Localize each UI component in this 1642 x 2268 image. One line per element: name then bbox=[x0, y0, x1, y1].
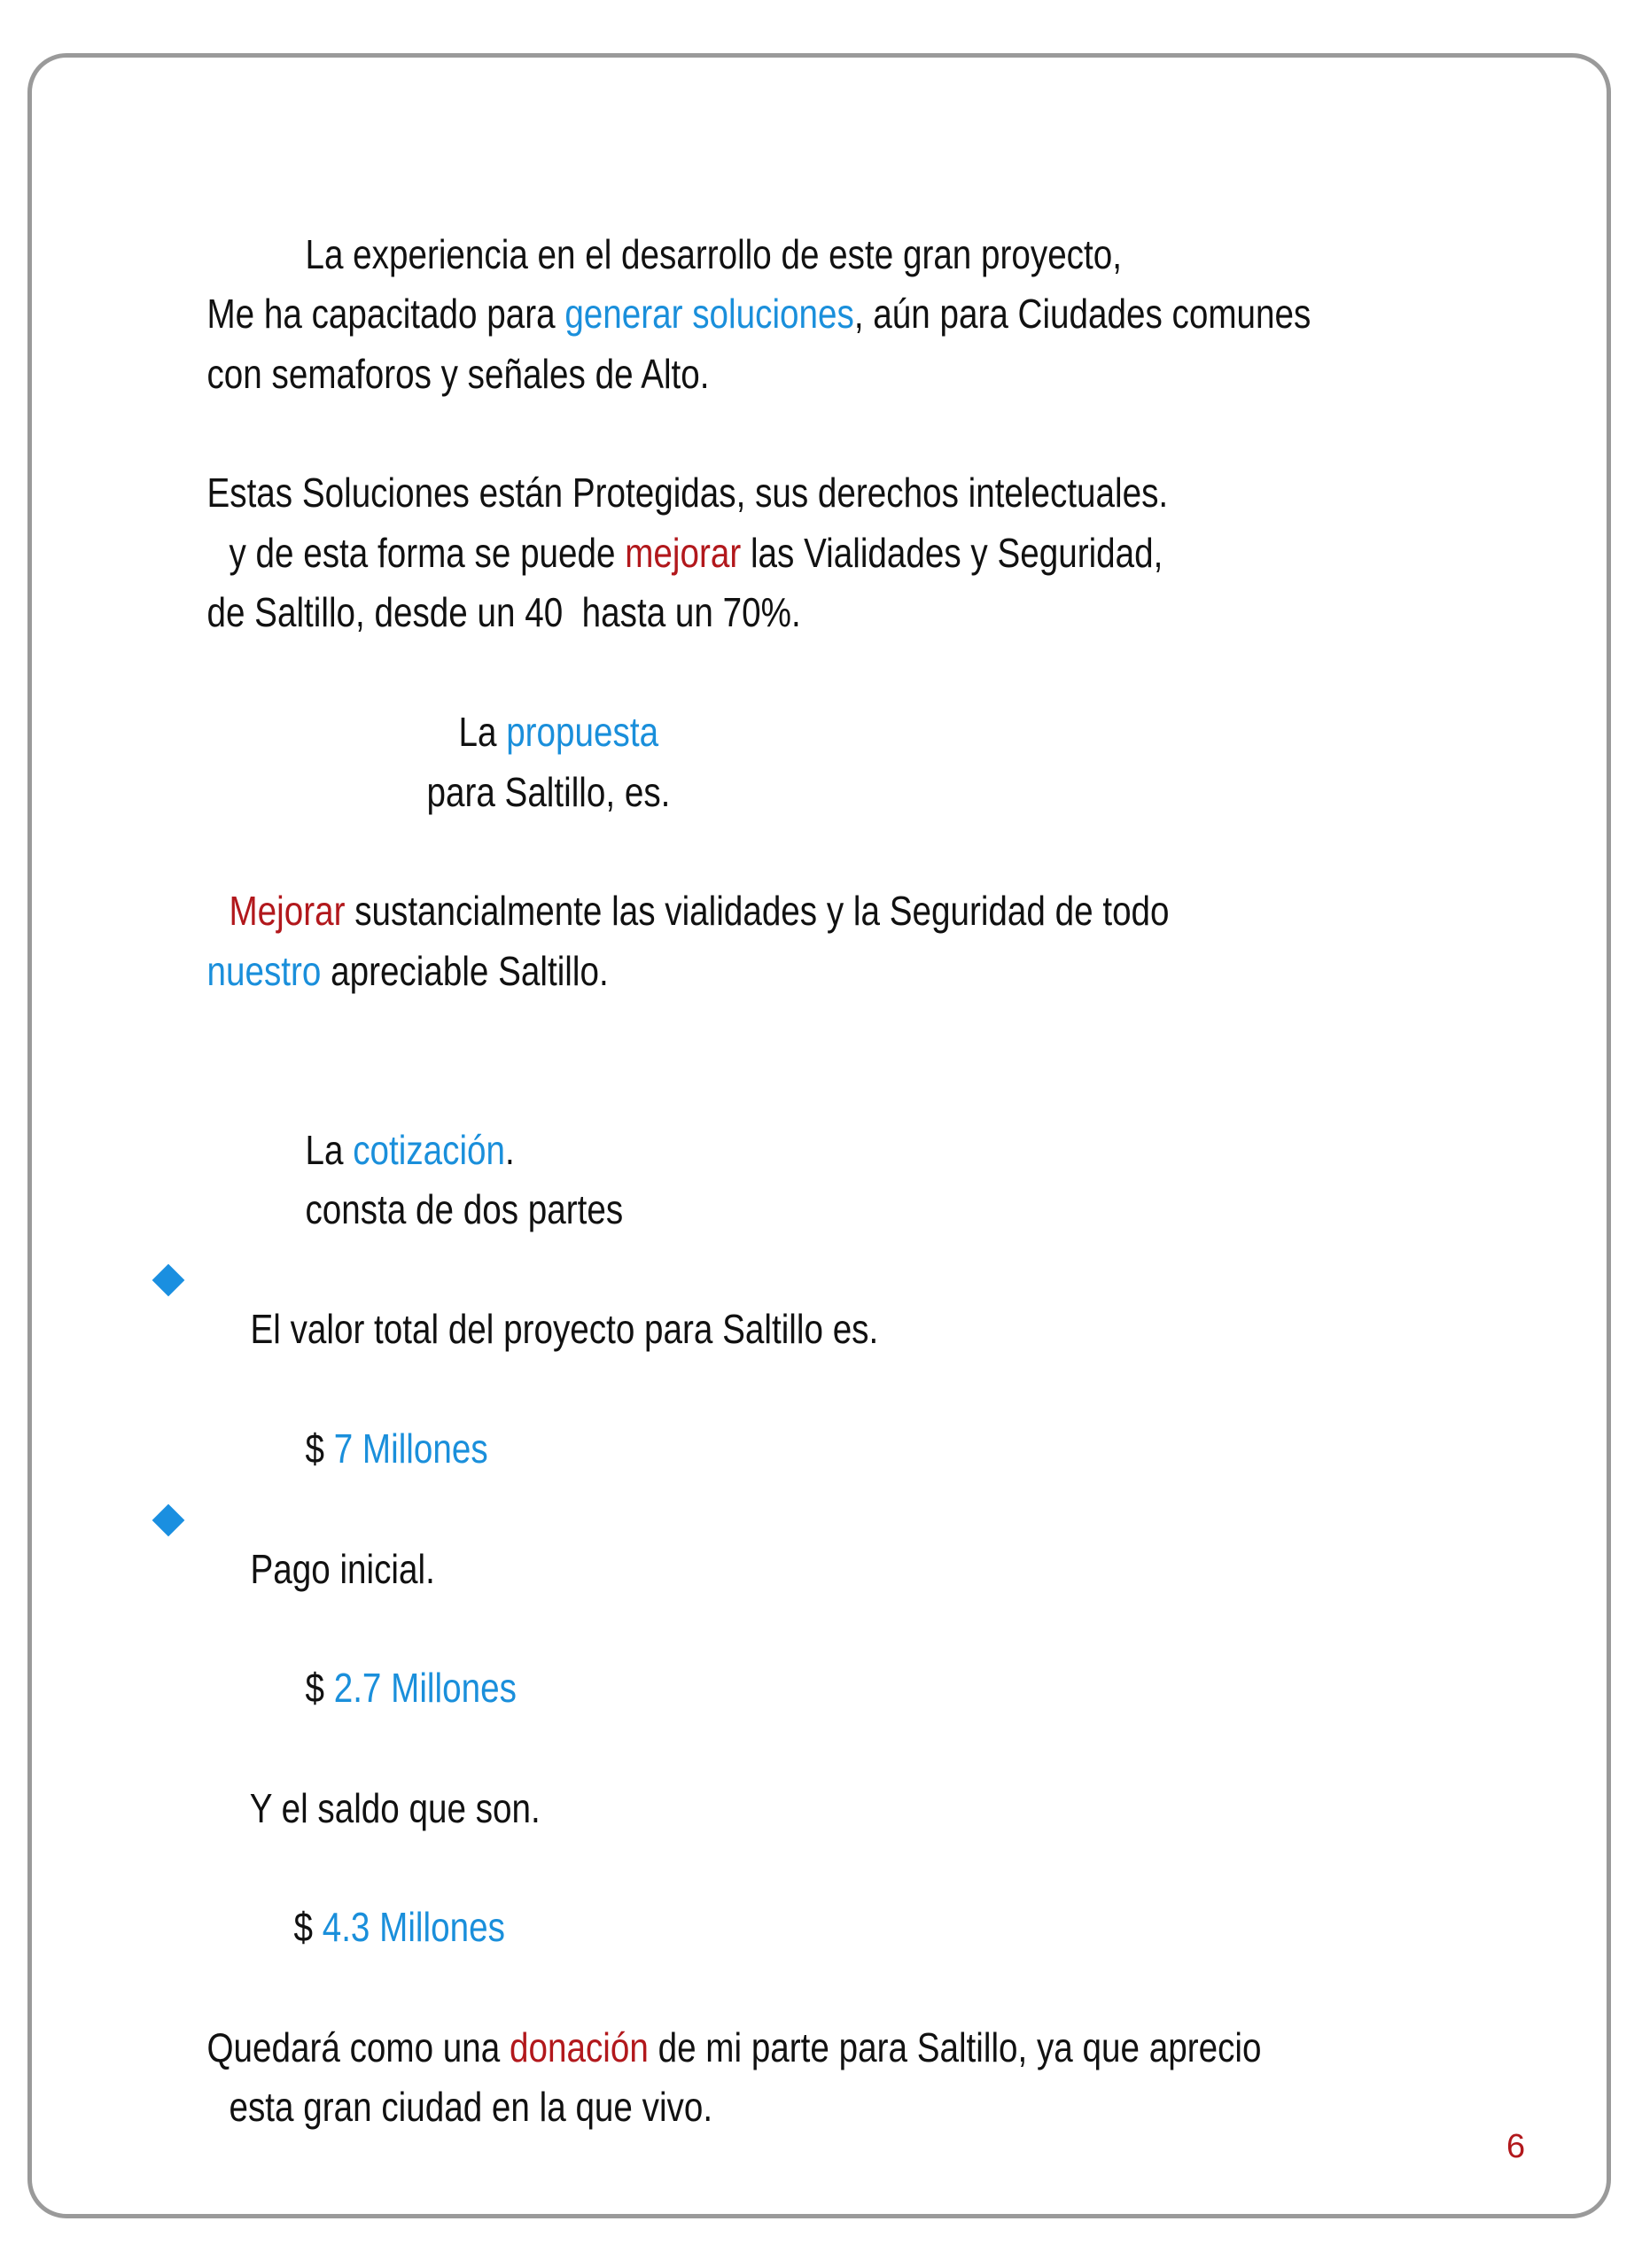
highlight-propuesta: propuesta bbox=[506, 709, 659, 755]
text: consta de dos partes bbox=[305, 1186, 624, 1232]
text: de mi parte para Saltillo, ya que aprecio bbox=[648, 2024, 1262, 2070]
paragraph-1-line-3 bbox=[188, 299, 710, 399]
text: La experiencia en el desarrollo de este gran proyecto, bbox=[305, 231, 1122, 277]
paragraph-5-line-2 bbox=[286, 1135, 623, 1234]
highlight-cotizacion: cotización bbox=[353, 1127, 506, 1173]
text: Me ha capacitado para bbox=[206, 291, 565, 337]
amount-value: 2.7 Millones bbox=[333, 1665, 517, 1711]
text: Estas Soluciones están Protegidas, sus derechos intelectuales. bbox=[206, 470, 1169, 516]
currency-symbol: $ bbox=[305, 1425, 334, 1472]
text: y de esta forma se puede bbox=[229, 530, 626, 576]
text: Pago inicial. bbox=[250, 1546, 435, 1592]
amount-value: 4.3 Millones bbox=[322, 1904, 505, 1950]
highlight-mejorar-2: Mejorar bbox=[229, 888, 346, 934]
text: de Saltillo, desde un 40 hasta un 70%. bbox=[206, 589, 801, 635]
text: esta gran ciudad en la que vivo. bbox=[229, 2084, 713, 2130]
paragraph-2-line-3 bbox=[188, 538, 801, 637]
text: las Vialidades y Seguridad, bbox=[741, 530, 1163, 576]
text: El valor total del proyecto para Saltillo es. bbox=[250, 1306, 879, 1352]
currency-symbol: $ bbox=[305, 1665, 334, 1711]
paragraph-3-line-2 bbox=[408, 718, 670, 817]
highlight-mejorar: mejorar bbox=[625, 530, 742, 576]
text: para Saltillo, es. bbox=[426, 769, 671, 815]
paragraph-4-line-2 bbox=[188, 897, 609, 996]
text: , aún para Ciudades comunes bbox=[853, 291, 1311, 337]
bullet-1-amount bbox=[286, 1374, 488, 1473]
bullet-2-amount bbox=[286, 1613, 517, 1713]
page-number: 6 bbox=[1506, 2128, 1526, 2165]
highlight-nuestro: nuestro bbox=[206, 948, 322, 994]
amount-value: 7 Millones bbox=[333, 1425, 488, 1472]
bullet-1-text bbox=[231, 1254, 878, 1354]
text: La bbox=[458, 709, 507, 755]
text: Y el saldo que son. bbox=[249, 1785, 541, 1831]
closing-line-2 bbox=[210, 2032, 712, 2132]
saldo-amount bbox=[275, 1852, 505, 1952]
bullet-2-text bbox=[231, 1495, 435, 1594]
saldo-text bbox=[231, 1734, 541, 1833]
text: apreciable Saltillo. bbox=[321, 948, 609, 994]
currency-symbol: $ bbox=[293, 1904, 323, 1950]
text: con semaforos y señales de Alto. bbox=[206, 351, 710, 397]
highlight-generar-soluciones: generar soluciones bbox=[564, 291, 854, 337]
text: sustancialmente las vialidades y la Seguridad de todo bbox=[345, 888, 1170, 934]
text: Quedará como una bbox=[206, 2024, 510, 2070]
text: . bbox=[505, 1127, 515, 1173]
highlight-donacion: donación bbox=[510, 2024, 649, 2070]
text: La bbox=[305, 1127, 354, 1173]
